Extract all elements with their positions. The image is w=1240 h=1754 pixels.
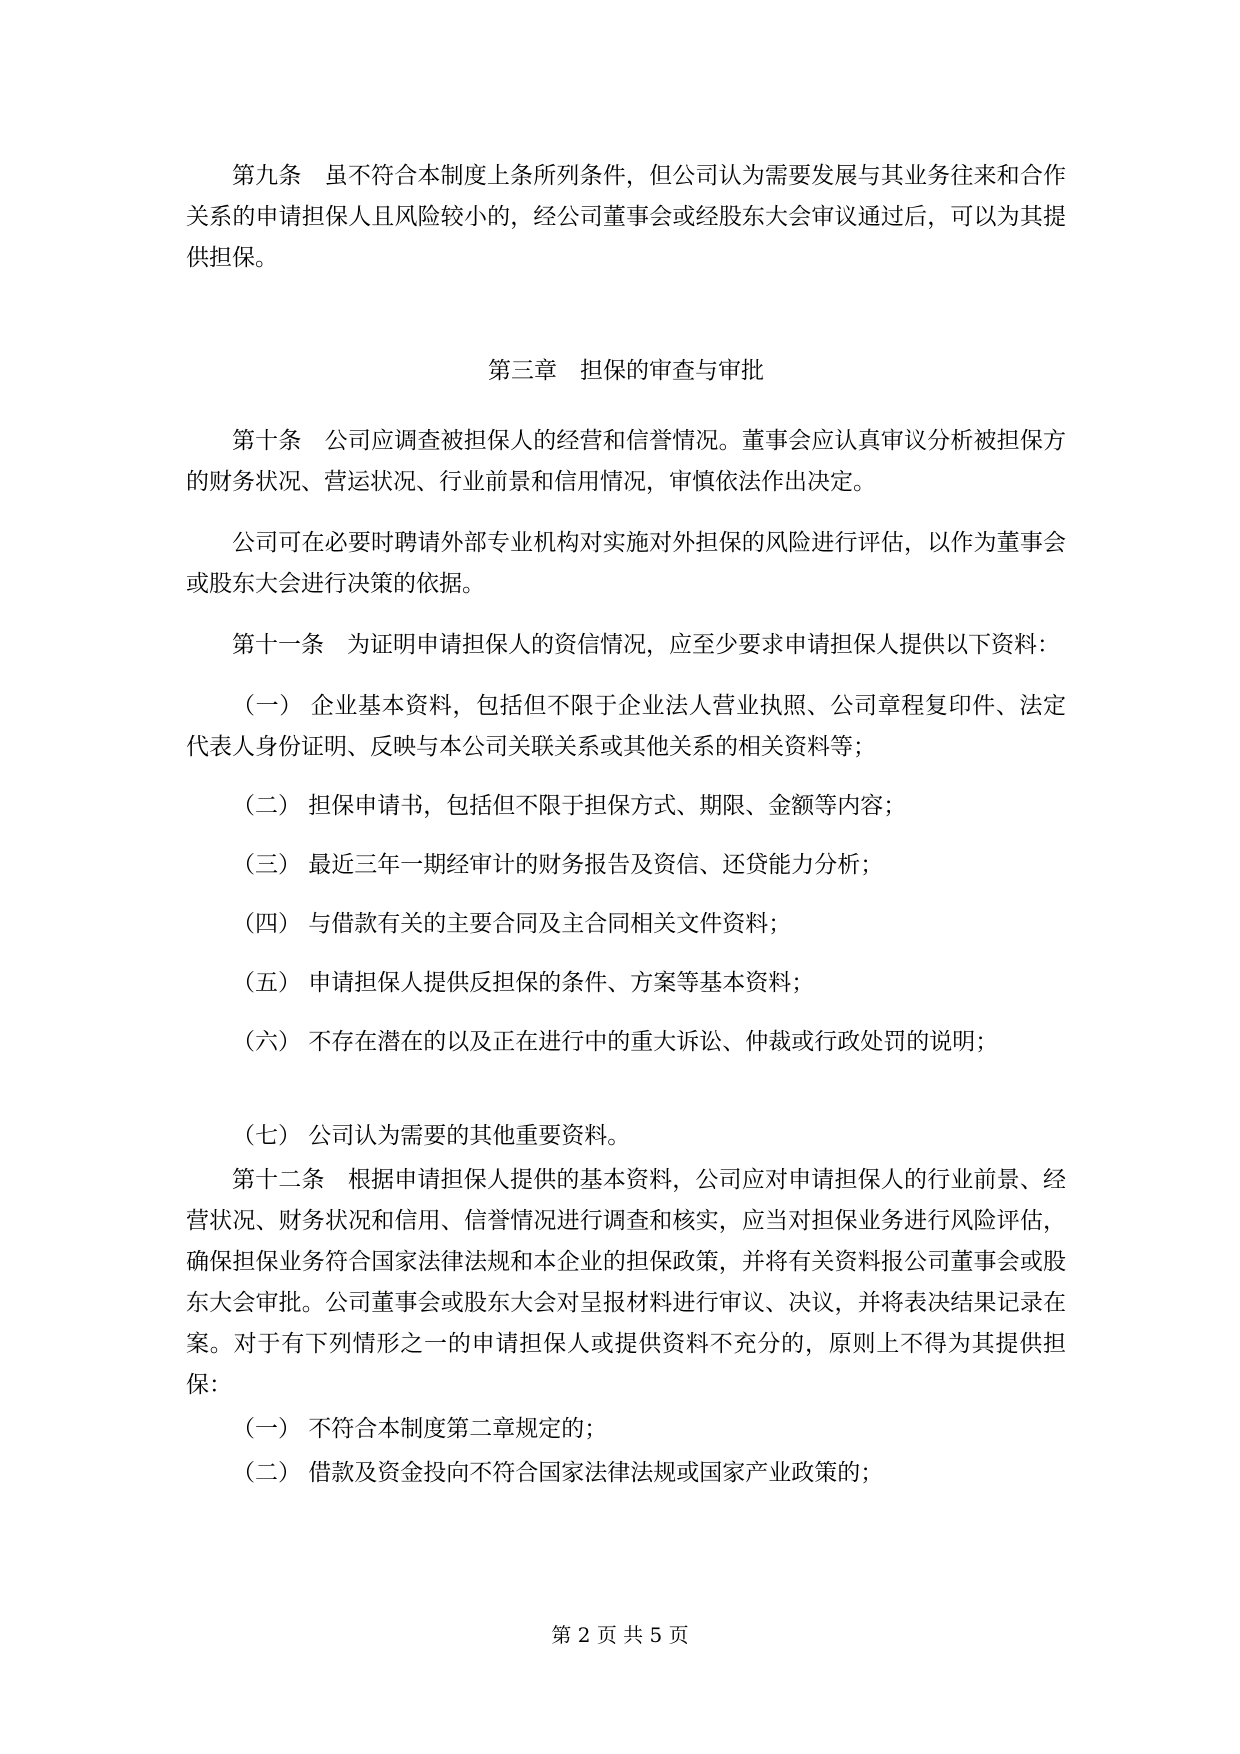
clause-12: 第十二条 根据申请担保人提供的基本资料，公司应对申请担保人的行业前景、经营状况、财务状况和信用、信誉情况进行调查和核实，应当对担保业务进行风险评估，确保担保业务符合国家法律法规和本企业的担保政策，并将有关资料报公司董事会或股东大会审批。公司董事会或股东大会对呈报材料进行审议、决议，并将表决结果记录在案。对于有下列情形之一的申请担保人或提供资料不充分的，原则上不得为其提供担保： (186, 1167, 1066, 1398)
clause-10: 第十条 公司应调查被担保人的经营和信誉情况。董事会应认真审议分析被担保方的财务状况、营运状况、行业前景和信用情况，审慎依法作出决定。 (186, 428, 1066, 495)
chapter-3-heading: 第三章 担保的审查与审批 (488, 358, 764, 384)
clause-11-item-7: （七） 公司认为需要的其他重要资料。 (232, 1123, 631, 1149)
clause-9: 第九条 虽不符合本制度上条所列条件，但公司认为需要发展与其业务往来和合作关系的申请担保人且风险较小的，经公司董事会或经股东大会审议通过后，可以为其提供担保。 (186, 163, 1066, 271)
clause-11-item-5: （五） 申请担保人提供反担保的条件、方案等基本资料； (232, 970, 815, 996)
clause-11-item-2: （二） 担保申请书，包括但不限于担保方式、期限、金额等内容； (232, 793, 907, 819)
clause-11-item-6: （六） 不存在潜在的以及正在进行中的重大诉讼、仲裁或行政处罚的说明； (232, 1029, 999, 1055)
clause-12-item-1: （一） 不符合本制度第二章规定的； (232, 1416, 608, 1442)
document-body (186, 156, 1066, 1494)
clause-10-para-2: 公司可在必要时聘请外部专业机构对实施对外担保的风险进行评估，以作为董事会或股东大会进行决策的依据。 (186, 530, 1066, 597)
page-number-footer: 第 2 页 共 5 页 (551, 1623, 689, 1647)
clause-11-item-1: （一） 企业基本资料，包括但不限于企业法人营业执照、公司章程复印件、法定代表人身份证明、反映与本公司关联关系或其他关系的相关资料等； (186, 693, 1066, 760)
clause-11-item-4: （四） 与借款有关的主要合同及主合同相关文件资料； (232, 911, 792, 937)
clause-11-item-3: （三） 最近三年一期经审计的财务报告及资信、还贷能力分析； (232, 852, 884, 878)
clause-11: 第十一条 为证明申请担保人的资信情况，应至少要求申请担保人提供以下资料： (232, 632, 1060, 658)
clause-12-item-2: （二） 借款及资金投向不符合国家法律法规或国家产业政策的； (232, 1460, 884, 1486)
